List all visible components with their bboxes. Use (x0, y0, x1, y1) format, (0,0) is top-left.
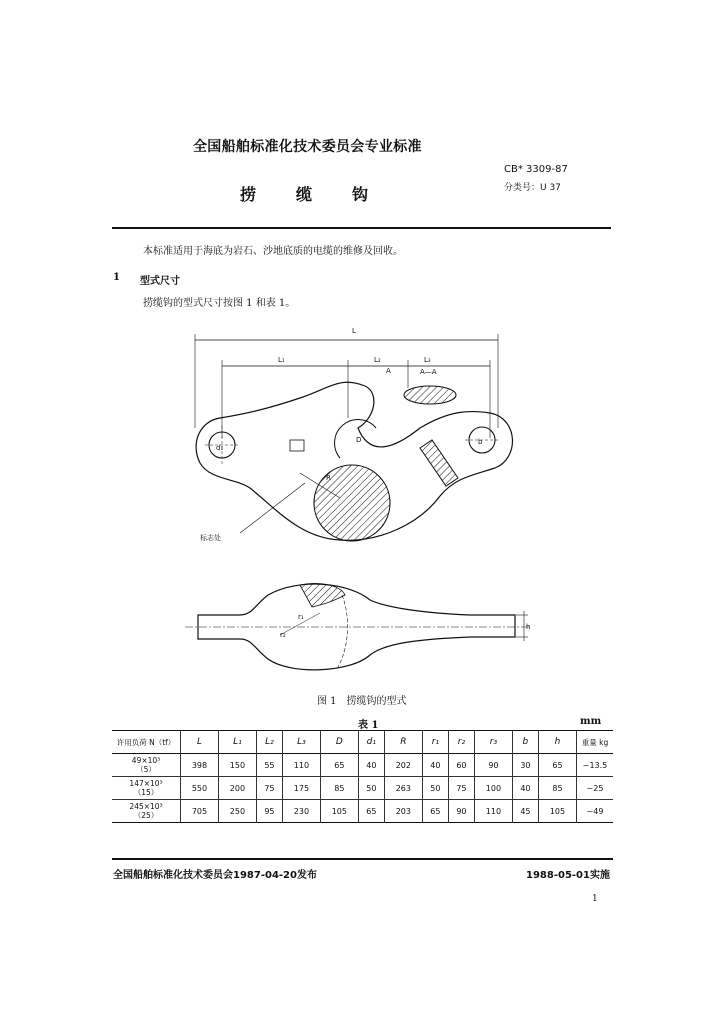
classification-number: 分类号：U 37 (504, 183, 561, 193)
dim-label-L2: L₂ (374, 356, 381, 364)
table-cell: 110 (282, 754, 320, 777)
table-cell: 90 (474, 754, 512, 777)
table-cell: 202 (384, 754, 422, 777)
table-cell: ~49 (577, 800, 614, 823)
table-cell: 230 (282, 800, 320, 823)
standard-number: CB* 3309-87 (504, 164, 568, 175)
table-cell: 65 (422, 800, 448, 823)
table-row (112, 800, 613, 823)
table-cell: 65 (320, 754, 358, 777)
table-cell: 250 (218, 800, 256, 823)
dim-label-L3: L₃ (424, 356, 431, 364)
table-header: d₁ (358, 731, 384, 754)
document-title: 捞缆钩 (240, 185, 409, 204)
load-cell: 147×10³ （15） (129, 779, 163, 797)
table-cell: 398 (181, 754, 219, 777)
table-cell: 100 (474, 777, 512, 800)
table-cell: 95 (256, 800, 282, 823)
table-row (112, 777, 613, 800)
table-header: r₂ (448, 731, 474, 754)
label-h: h (526, 623, 531, 631)
label-b: b (478, 438, 483, 446)
publish-date: 全国船舶标准化技术委员会1987-04-20发布 (113, 870, 317, 881)
table-cell: 50 (422, 777, 448, 800)
footer-rule (112, 858, 613, 860)
table-cell: 65 (538, 754, 576, 777)
table-cell: ~13.5 (577, 754, 614, 777)
table-header: L₂ (256, 731, 282, 754)
label-R: R (326, 474, 331, 482)
table-cell: 60 (448, 754, 474, 777)
table-header: L₁ (218, 731, 256, 754)
table-cell: 203 (384, 800, 422, 823)
table-cell: 263 (384, 777, 422, 800)
label-d1: d₁ (216, 444, 224, 452)
dim-label-L1: L₁ (278, 356, 285, 364)
table-header: 重量 kg (577, 731, 614, 754)
table-header: R (384, 731, 422, 754)
table-cell: 85 (538, 777, 576, 800)
label-r2: r₂ (280, 631, 286, 639)
table-row (112, 754, 613, 777)
table-header: h (538, 731, 576, 754)
table-cell: 65 (358, 800, 384, 823)
table-unit: mm (580, 716, 602, 727)
table-cell: 75 (256, 777, 282, 800)
table-cell: 200 (218, 777, 256, 800)
section-title: 型式尺寸 (140, 276, 180, 287)
table-cell: 30 (512, 754, 538, 777)
load-cell: 245×10³ （25） (129, 802, 163, 820)
implement-date: 1988-05-01实施 (526, 870, 610, 881)
table-cell: 85 (320, 777, 358, 800)
label-r1: r₁ (298, 613, 304, 621)
table-cell: 55 (256, 754, 282, 777)
hook-side-view-drawing (180, 575, 540, 685)
dimension-table (112, 730, 613, 823)
table-header: L (181, 731, 219, 754)
figure-caption: 图 1 捞缆钩的型式 (317, 696, 407, 707)
table-header: 许用负荷 N（tf） (116, 737, 176, 747)
table-cell: 45 (512, 800, 538, 823)
table-header: D (320, 731, 358, 754)
table-cell: 40 (358, 754, 384, 777)
header-rule (112, 227, 611, 229)
scope-paragraph: 本标准适用于海底为岩石、沙地底质的电缆的维修及回收。 (143, 246, 403, 257)
table-cell: 105 (538, 800, 576, 823)
table-cell: 40 (512, 777, 538, 800)
page-number: 1 (592, 894, 598, 904)
table-cell: 110 (474, 800, 512, 823)
table-cell: 40 (422, 754, 448, 777)
table-header: r₁ (422, 731, 448, 754)
table-header: r₃ (474, 731, 512, 754)
table-cell: 705 (181, 800, 219, 823)
table-cell: 75 (448, 777, 474, 800)
table-cell: 105 (320, 800, 358, 823)
table-header: L₃ (282, 731, 320, 754)
table-cell: 150 (218, 754, 256, 777)
table-cell: 175 (282, 777, 320, 800)
table-header-row (112, 731, 613, 754)
table-cell: 90 (448, 800, 474, 823)
table-header: b (512, 731, 538, 754)
load-cell: 49×10³ （5） (131, 756, 161, 774)
table-cell: ~25 (577, 777, 614, 800)
dim-label-L: L (352, 327, 356, 335)
mark-label: 标志处 (200, 534, 221, 542)
table-cell: 50 (358, 777, 384, 800)
label-D: D (356, 436, 362, 444)
table-cell: 550 (181, 777, 219, 800)
section-label: A—A (420, 368, 437, 376)
section-text: 捞缆钩的型式尺寸按图 1 和表 1。 (143, 298, 296, 309)
table-caption: 表 1 (358, 720, 379, 731)
cut-label-a: A (386, 367, 391, 375)
section-number: 1 (113, 272, 120, 283)
issuing-organization: 全国船舶标准化技术委员会专业标准 (193, 139, 422, 155)
hook-plan-view-drawing (180, 318, 540, 548)
